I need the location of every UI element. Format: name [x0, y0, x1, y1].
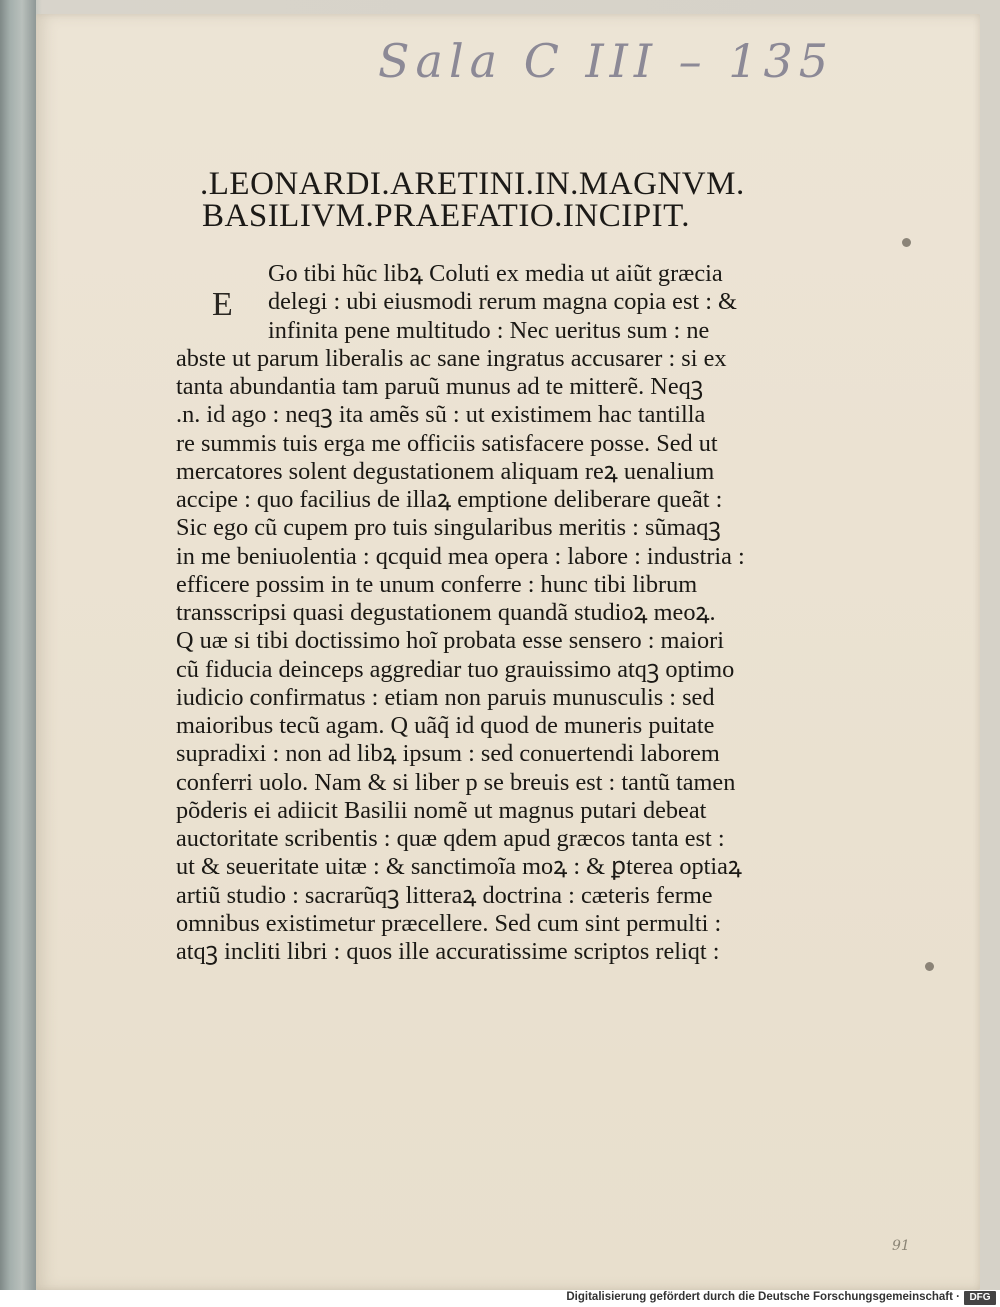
text-line: supradixi : non ad libꝝ ipsum : sed conuertendi laborem — [176, 740, 720, 768]
paper-spot — [925, 962, 934, 971]
text-line: omnibus existimetur præcellere. Sed cum sint permulti : — [176, 909, 722, 937]
footer-credit: Digitalisierung gefördert durch die Deutsche Forschungsgemeinschaft · — [566, 1291, 960, 1303]
book-spine — [0, 0, 36, 1290]
text-line: efficere possim in te unum conferre : hunc tibi librum — [176, 570, 698, 598]
text-line: Go tibi hũc libꝝ Coluti ex media ut aiũt græcia — [268, 260, 723, 287]
text-line: .n. id ago : neqꝫ ita amẽs sũ : ut existimem hac tantilla — [176, 401, 706, 429]
text-line: accipe : quo facilius de illaꝝ emptione deliberare queãt : — [176, 486, 723, 513]
body-text — [176, 260, 806, 966]
text-line: tanta abundantia tam paruũ munus ad te mitterẽ. Neqꝫ — [176, 373, 704, 400]
text-line: iudicio confirmatus : etiam non paruis munusculis : sed — [176, 683, 715, 711]
text-line: cũ fiducia deinceps aggrediar tuo grauissimo atqꝫ optimo — [176, 655, 735, 683]
page-title — [200, 168, 800, 232]
text-line: auctoritate scribentis : quæ qdem apud græcos tanta est : — [176, 825, 725, 852]
folio-mark: 91 — [892, 1238, 910, 1254]
title-line-1: .LEONARDI.ARETINI.IN.MAGNVM. — [200, 166, 745, 202]
text-line: põderis ei adiicit Basilii nomẽ ut magnus putari debeat — [176, 796, 707, 824]
text-line: maioribus tecũ agam. Q uãq̃ id quod de muneris puitate — [176, 712, 715, 739]
text-line: re summis tuis erga me officiis satisfacere posse. Sed ut — [176, 429, 718, 457]
text-line: artiũ studio : sacrarũqꝫ litteraꝝ doctrina : cæteris ferme — [176, 881, 713, 909]
text-line: mercatores solent degustationem aliquam reꝝ uenalium — [176, 457, 715, 485]
text-line: infinita pene multitudo : Nec ueritus sum : ne — [268, 316, 710, 344]
paper-spot — [902, 238, 911, 247]
text-line: atqꝫ incliti libri : quos ille accuratissime scriptos reliqt : — [176, 938, 720, 965]
initial-letter: E — [212, 286, 233, 323]
text-line: abste ut parum liberalis ac sane ingratus accusarer : si ex — [176, 344, 727, 372]
title-line-2: BASILIVM.PRAEFATIO.INCIPIT. — [202, 198, 691, 234]
text-line: Q uæ si tibi doctissimo hoĩ probata esse sensero : maiori — [176, 627, 724, 655]
text-line: conferri uolo. Nam & si liber p se breuis est : tantũ tamen — [176, 768, 736, 796]
text-line: Sic ego cũ cupem pro tuis singularibus meritis : sũmaqꝫ — [176, 514, 721, 542]
text-line: transscripsi quasi degustationem quandã studioꝝ meoꝝ. — [176, 599, 716, 626]
shelfmark-handwritten: Sala C III – 135 — [378, 34, 835, 88]
dfg-logo: DFG — [964, 1291, 996, 1305]
text-line: delegi : ubi eiusmodi rerum magna copia est : & — [268, 288, 737, 316]
text-line: ut & seueritate uitæ : & sanctimoĩa moꝝ : & ꝑterea optiaꝝ — [176, 853, 742, 881]
footer-bar — [0, 1290, 1000, 1307]
text-line: in me beniuolentia : qcquid mea opera : labore : industria : — [176, 542, 745, 570]
